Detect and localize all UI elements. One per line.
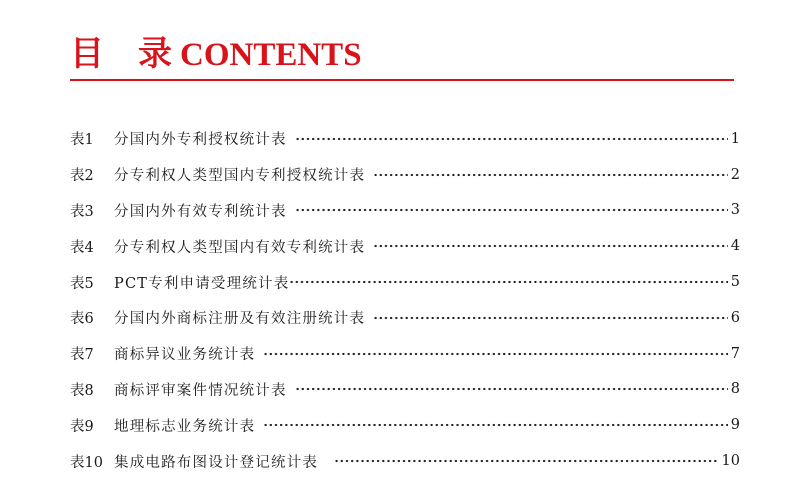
toc-entry-page: 6 bbox=[730, 309, 740, 326]
toc-entry-page: 10 bbox=[721, 453, 740, 470]
dot-leader bbox=[289, 280, 727, 284]
toc-entry[interactable] bbox=[70, 264, 740, 300]
toc-entry-number: 表4 bbox=[70, 239, 94, 256]
toc-entry-title: 商标异议业务统计表 bbox=[114, 347, 256, 364]
dot-leader bbox=[263, 352, 727, 356]
toc-entry[interactable] bbox=[70, 336, 740, 372]
toc-entry-number: 表1 bbox=[70, 132, 94, 149]
toc-entry-number: 表8 bbox=[70, 382, 94, 399]
toc-entry-number: 表9 bbox=[70, 418, 94, 435]
toc-entry-page: 2 bbox=[730, 166, 740, 183]
toc-heading bbox=[70, 26, 362, 74]
toc-entry-page: 4 bbox=[730, 238, 740, 255]
toc-entry-title: 地理标志业务统计表 bbox=[114, 418, 256, 435]
toc-entry-page: 8 bbox=[730, 381, 740, 398]
toc-entry-number: 表2 bbox=[70, 168, 94, 185]
dot-leader bbox=[263, 423, 727, 427]
toc-entry[interactable] bbox=[70, 193, 740, 229]
toc-entry-page: 3 bbox=[730, 202, 740, 219]
toc-entry-title: 分国内外有效专利统计表 bbox=[114, 203, 287, 220]
toc-list bbox=[70, 121, 740, 479]
toc-entry-number: 表6 bbox=[70, 311, 94, 328]
toc-entry-number: 表5 bbox=[70, 275, 94, 292]
dot-leader bbox=[373, 244, 728, 248]
heading-divider bbox=[70, 79, 734, 81]
toc-entry[interactable] bbox=[70, 407, 740, 443]
dot-leader bbox=[295, 208, 728, 212]
dot-leader bbox=[334, 459, 718, 463]
toc-entry[interactable] bbox=[70, 121, 740, 157]
dot-leader bbox=[295, 137, 728, 141]
dot-leader bbox=[373, 173, 728, 177]
toc-entry-title: 分国内外专利授权统计表 bbox=[114, 132, 287, 149]
dot-leader bbox=[295, 387, 728, 391]
dot-leader bbox=[373, 316, 728, 320]
toc-entry-number: 表3 bbox=[70, 203, 94, 220]
toc-entry-title: PCT专利申请受理统计表 bbox=[114, 275, 290, 292]
toc-entry[interactable] bbox=[70, 443, 740, 479]
toc-entry-page: 9 bbox=[730, 417, 740, 434]
toc-entry-title: 商标评审案件情况统计表 bbox=[114, 382, 287, 399]
toc-entry-number: 表7 bbox=[70, 347, 94, 364]
toc-entry-title: 分专利权人类型国内有效专利统计表 bbox=[114, 239, 366, 256]
toc-entry-page: 7 bbox=[730, 345, 740, 362]
heading-char-mu: 目 bbox=[70, 36, 104, 73]
toc-entry[interactable] bbox=[70, 372, 740, 408]
toc-entry-title: 分专利权人类型国内专利授权统计表 bbox=[114, 168, 366, 185]
toc-entry-page: 1 bbox=[730, 130, 740, 147]
toc-entry[interactable] bbox=[70, 228, 740, 264]
toc-entry-title: 分国内外商标注册及有效注册统计表 bbox=[114, 311, 366, 328]
heading-english: CONTENTS bbox=[180, 37, 362, 73]
toc-entry-page: 5 bbox=[730, 274, 740, 291]
toc-entry-number: 表10 bbox=[70, 454, 103, 471]
heading-char-lu: 录 bbox=[138, 36, 172, 73]
toc-entry[interactable] bbox=[70, 300, 740, 336]
toc-entry-title: 集成电路布图设计登记统计表 bbox=[114, 454, 319, 471]
toc-entry[interactable] bbox=[70, 157, 740, 193]
